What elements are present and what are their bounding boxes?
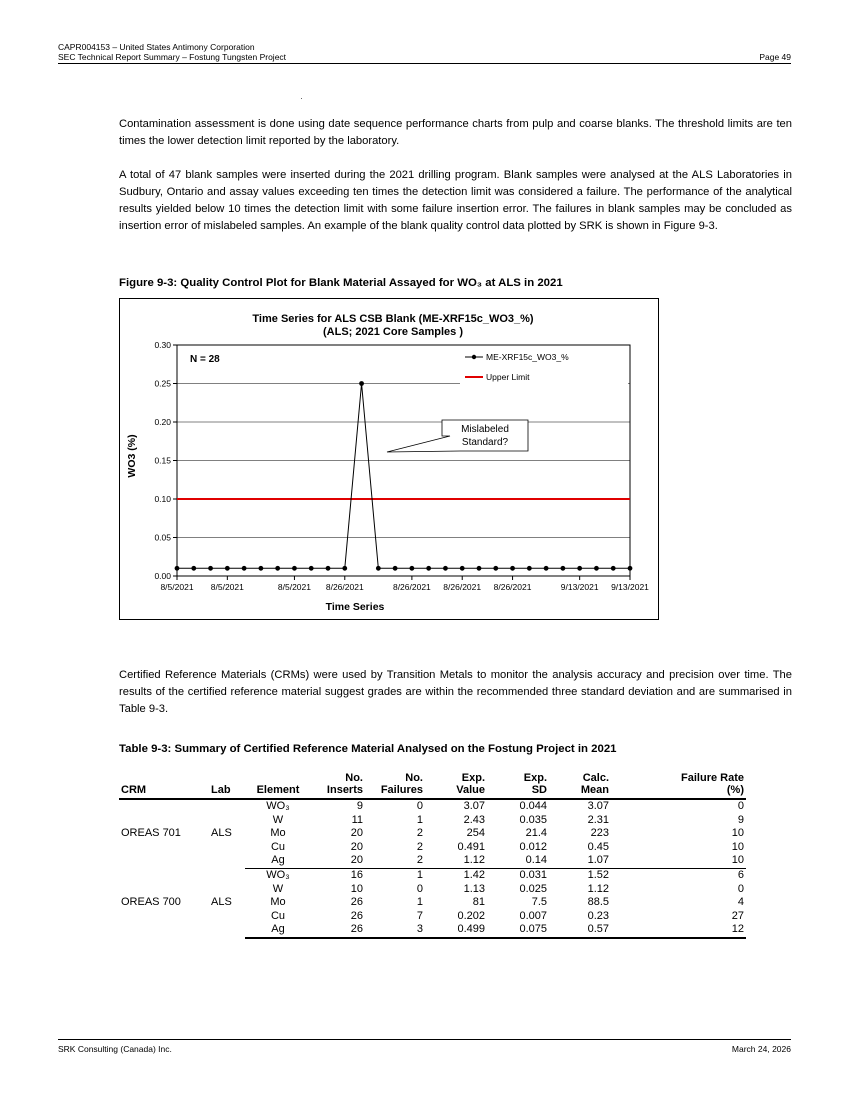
- cell-inserts: 20: [350, 840, 363, 853]
- cell-failure-rate: 10: [611, 854, 746, 868]
- cell-crm: OREAS 701: [121, 827, 181, 840]
- data-point: [544, 566, 549, 571]
- cell-exp-sd: 0.031: [519, 868, 547, 881]
- cell-failures: 0: [416, 882, 423, 895]
- blank-qc-chart: [119, 298, 659, 620]
- cell-failures: 7: [416, 909, 423, 922]
- col-failure-rate: Failure Rate (%): [611, 772, 746, 799]
- col-inserts: No. Inserts: [311, 772, 365, 799]
- cell-calc-mean: 2.31: [587, 813, 609, 826]
- cell-failure-rate: 10: [731, 840, 744, 853]
- data-point: [225, 566, 230, 571]
- cell-failures: 3: [365, 923, 425, 938]
- y-tick-label: 0.15: [154, 455, 171, 466]
- cell-exp-sd: 7.5: [531, 896, 547, 909]
- cell-calc-mean: 0.45: [587, 840, 609, 853]
- cell-inserts: 16: [350, 868, 363, 881]
- data-point: [258, 566, 263, 571]
- data-point: [275, 566, 280, 571]
- cell-element: W: [272, 882, 284, 895]
- cell-exp-sd: 0.025: [519, 882, 547, 895]
- cell-exp-value: 254: [466, 827, 485, 840]
- cell-failure-rate: 0: [737, 882, 744, 895]
- cell-lab: ALS: [211, 896, 232, 909]
- cell-exp-sd: 0.012: [519, 840, 547, 853]
- data-point: [560, 566, 565, 571]
- chart-x-axis-label: Time Series: [325, 601, 385, 613]
- cell-element: Cu: [270, 840, 286, 853]
- cell-exp-value: 1.42: [463, 868, 485, 881]
- y-tick-label: 0.30: [154, 340, 171, 350]
- annotation-line-2: Standard?: [461, 437, 509, 448]
- cell-failures: 1: [416, 868, 423, 881]
- x-tick-label: 8/5/2021: [210, 582, 244, 592]
- table-row: [119, 799, 746, 814]
- data-point: [409, 566, 414, 571]
- cell-failure-rate: 6: [737, 868, 744, 881]
- x-tick-label: 8/5/2021: [277, 582, 311, 592]
- cell-exp-sd: 0.14: [487, 854, 549, 868]
- cell-element: WO₃: [266, 800, 290, 812]
- x-tick-label: 9/13/2021: [560, 582, 599, 592]
- cell-inserts: 10: [350, 882, 363, 895]
- data-point: [326, 566, 331, 571]
- data-point: [426, 566, 431, 571]
- data-point: [628, 566, 633, 571]
- col-lab: Lab: [209, 772, 245, 799]
- cell-failure-rate: 0: [737, 800, 744, 812]
- x-tick-label: 8/5/2021: [160, 582, 194, 592]
- cell-failure-rate: 9: [737, 813, 744, 826]
- cell-exp-value: 3.07: [463, 800, 485, 812]
- cell-inserts: 9: [356, 800, 363, 812]
- x-tick-label: 8/26/2021: [443, 582, 482, 592]
- paragraph-contamination: Contamination assessment is done using date sequence performance charts from pulp and coarse blanks. The threshold limits are ten times the lower detection limit reported by the laboratory.: [119, 118, 792, 147]
- cell-calc-mean: 1.12: [587, 882, 609, 895]
- legend-limit-label: Upper Limit: [486, 372, 530, 382]
- series-line: [177, 384, 630, 569]
- cell-inserts: 11: [351, 813, 363, 826]
- cell-element: W: [272, 813, 284, 826]
- cell-failures: 2: [365, 854, 425, 868]
- footer-date: March 24, 2026: [731, 1044, 791, 1054]
- cell-failure-rate: 12: [611, 923, 746, 938]
- cell-exp-sd: 0.044: [519, 800, 547, 812]
- paragraph-blank-samples: A total of 47 blank samples were inserted during the 2021 drilling program. Blank samples were analysed at the ALS Laboratories in Sudbury, Ontario and assay values exceeding ten times the detection limit was considered a failure. The performance of the analytical results yielded below 10 times the detection limit with some failure insertion error. The failures in blank samples may be concluded as insertion error of mislabeled samples. An example of the blank quality control data plotted by SRK is shown in Figure 9-3.: [119, 169, 792, 232]
- data-point: [342, 566, 347, 571]
- chart-canvas: [120, 299, 660, 621]
- col-crm: CRM: [119, 772, 209, 799]
- y-tick-label: 0.00: [154, 571, 171, 581]
- col-exp-sd: Exp. SD: [487, 772, 549, 799]
- cell-exp-value: 0.491: [457, 840, 485, 853]
- cell-inserts: 20: [311, 854, 365, 868]
- cell-exp-sd: 0.075: [487, 923, 549, 938]
- data-point: [208, 566, 213, 571]
- cell-exp-value: 0.499: [425, 923, 487, 938]
- cell-calc-mean: 223: [590, 827, 609, 840]
- data-point: [393, 566, 398, 571]
- data-point: [309, 566, 314, 571]
- data-point: [493, 566, 498, 571]
- data-point: [594, 566, 599, 571]
- page-header: [58, 42, 791, 64]
- cell-exp-sd: 21.4: [525, 827, 547, 840]
- chart-title: Time Series for ALS CSB Blank (ME-XRF15c_WO3_%): [252, 313, 534, 325]
- col-calc-mean: Calc. Mean: [549, 772, 611, 799]
- header-line-2: SEC Technical Report Summary – Fostung Tungsten Project: [58, 52, 287, 62]
- x-tick-label: 9/13/2021: [611, 582, 649, 592]
- paragraph-crm: Certified Reference Materials (CRMs) were used by Transition Metals to monitor the analysis accuracy and precision over time. The results of the certified reference material suggest grades are within the recommended three standard deviation and are summarised in Table 9-3.: [119, 669, 792, 715]
- table-caption: Table 9-3: Summary of Certified Reference Material Analysed on the Fostung Project in 2021: [119, 743, 617, 755]
- chart-subtitle: (ALS; 2021 Core Samples ): [323, 326, 463, 338]
- crm-summary-table: [119, 772, 746, 939]
- data-point: [460, 566, 465, 571]
- cell-calc-mean: 0.23: [587, 909, 609, 922]
- cell-exp-value: 81: [472, 896, 485, 909]
- cell-failures: 1: [416, 813, 423, 826]
- data-point: [359, 381, 364, 386]
- cell-inserts: 26: [350, 896, 363, 909]
- cell-failures: 2: [416, 827, 423, 840]
- table-row: [119, 868, 746, 882]
- cell-lab: ALS: [211, 827, 232, 840]
- x-tick-label: 8/26/2021: [392, 582, 431, 592]
- cell-crm: OREAS 700: [121, 896, 181, 909]
- page-number: Page 49: [759, 52, 791, 62]
- cell-failure-rate: 4: [737, 896, 744, 909]
- header-line-1: CAPR004153 – United States Antimony Corporation: [58, 42, 255, 52]
- cell-exp-value: 1.12: [425, 854, 487, 868]
- data-point: [191, 566, 196, 571]
- cell-element: Cu: [270, 909, 286, 922]
- cell-calc-mean: 1.07: [549, 854, 611, 868]
- data-point: [175, 566, 180, 571]
- legend-series-label: ME-XRF15c_WO3_%: [486, 352, 569, 362]
- data-point: [292, 566, 297, 571]
- cell-element: Mo: [270, 827, 286, 840]
- data-point: [477, 566, 482, 571]
- table-header-row: [119, 772, 746, 799]
- cell-failure-rate: 10: [731, 827, 744, 840]
- cell-failure-rate: 27: [731, 909, 744, 922]
- page-footer: [58, 1039, 791, 1054]
- cell-element: Ag: [245, 923, 311, 938]
- col-element: Element: [245, 772, 311, 799]
- cell-failures: 1: [416, 896, 423, 909]
- data-point: [611, 566, 616, 571]
- cell-exp-sd: 0.007: [519, 909, 547, 922]
- data-point: [376, 566, 381, 571]
- y-tick-label: 0.20: [154, 417, 171, 427]
- data-point: [242, 566, 247, 571]
- cell-element: Mo: [270, 896, 286, 909]
- cell-element: Ag: [245, 854, 311, 868]
- figure-caption: Figure 9-3: Quality Control Plot for Blank Material Assayed for WO₃ at ALS in 2021: [119, 277, 563, 289]
- cell-calc-mean: 0.57: [549, 923, 611, 938]
- cell-calc-mean: 88.5: [587, 896, 609, 909]
- cell-failures: 2: [416, 840, 423, 853]
- sample-count-label: N = 28: [190, 354, 220, 365]
- data-point: [443, 566, 448, 571]
- cell-calc-mean: 1.52: [587, 868, 609, 881]
- col-exp-value: Exp. Value: [425, 772, 487, 799]
- stray-dot: [301, 98, 302, 99]
- x-tick-label: 8/26/2021: [493, 582, 532, 592]
- x-tick-label: 8/26/2021: [325, 582, 364, 592]
- cell-exp-value: 0.202: [457, 909, 485, 922]
- legend-series-marker: [472, 355, 476, 359]
- cell-exp-sd: 0.035: [519, 813, 547, 826]
- y-tick-label: 0.05: [154, 532, 171, 543]
- cell-exp-value: 1.13: [463, 882, 485, 895]
- footer-company: SRK Consulting (Canada) Inc.: [58, 1044, 172, 1054]
- cell-failures: 0: [416, 800, 423, 812]
- y-tick-label: 0.10: [154, 494, 171, 504]
- data-point: [510, 566, 515, 571]
- col-failures: No. Failures: [365, 772, 425, 799]
- cell-exp-value: 2.43: [463, 813, 485, 826]
- cell-inserts: 20: [350, 827, 363, 840]
- data-point: [527, 566, 532, 571]
- data-point: [577, 566, 582, 571]
- cell-calc-mean: 3.07: [587, 800, 609, 812]
- annotation-line-1: Mislabeled: [461, 424, 509, 435]
- cell-element: WO₃: [266, 868, 290, 881]
- cell-inserts: 26: [311, 923, 365, 938]
- cell-inserts: 26: [350, 909, 363, 922]
- chart-y-axis-label: WO3 (%): [126, 434, 138, 478]
- y-tick-label: 0.25: [154, 378, 171, 389]
